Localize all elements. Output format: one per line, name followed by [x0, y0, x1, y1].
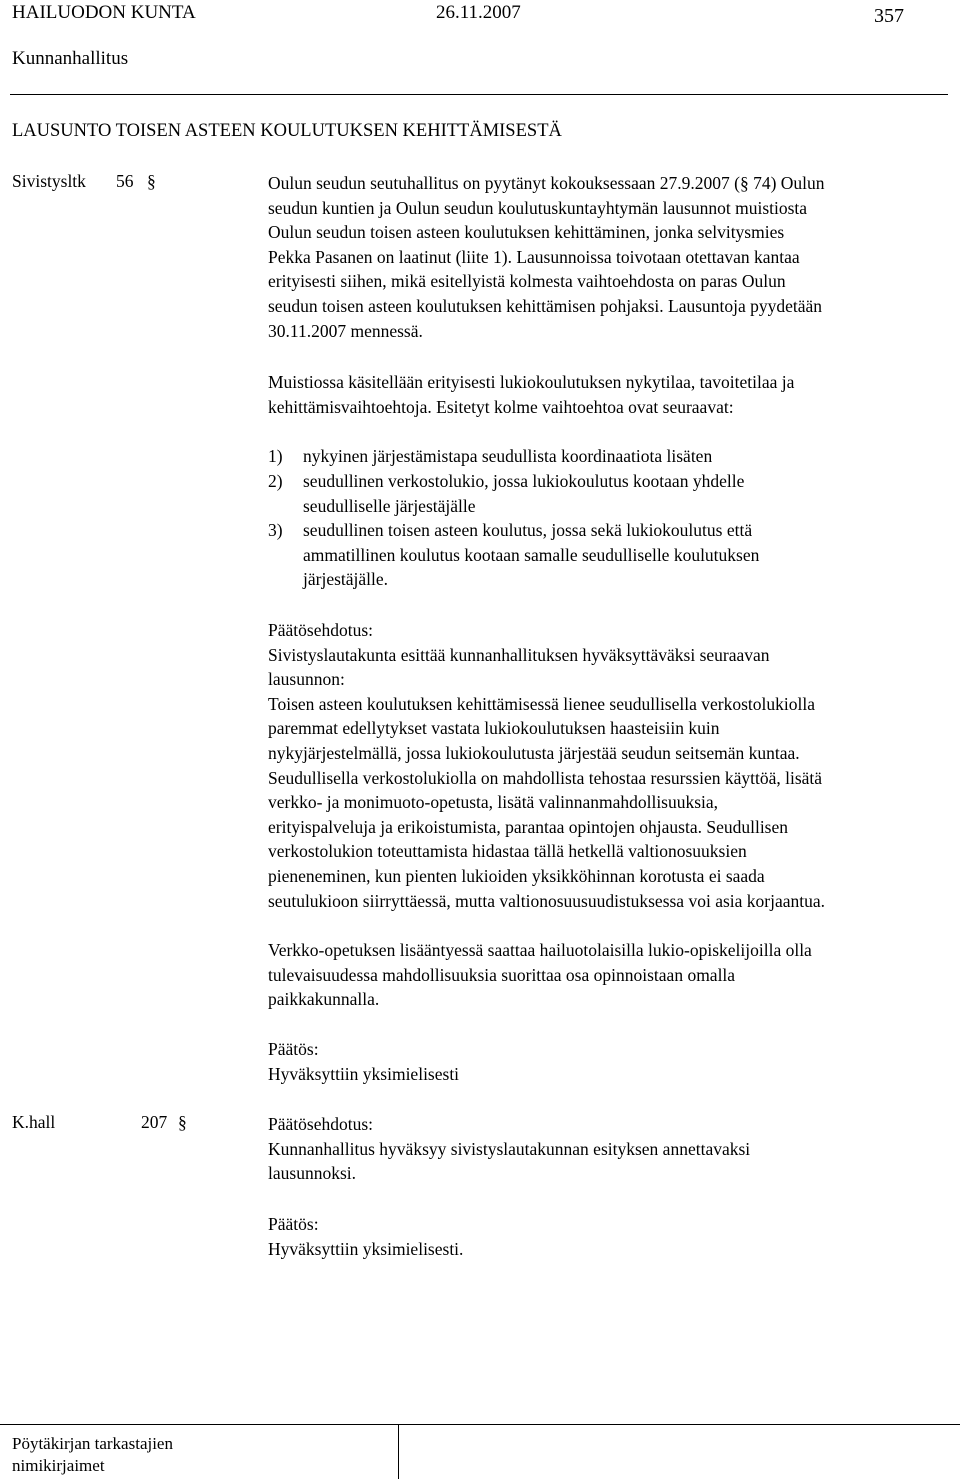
decision-text: Hyväksyttiin yksimielisesti [268, 1063, 460, 1084]
proposal-line: verkostolukion toteuttamista hidastaa tällä hetkellä valtionosuuksien [268, 841, 747, 862]
intro-line: seudun kuntien ja Oulun seudun koulutuskuntayhtymän lausunnot muistiosta [268, 197, 808, 218]
proposal-line: paremmat edellytykset vastata lukiokoulutuksen haasteisiin kuin [268, 718, 720, 739]
online-line: paikkakunnalla. [268, 989, 380, 1010]
signature-box [0, 1424, 960, 1479]
proposal-line: Seudullisella verkostolukiolla on mahdollista tehostaa resurssien käyttöä, lisätä [268, 767, 823, 788]
decision-heading: Päätös: [268, 1039, 319, 1059]
memo-line: kehittämisvaihtoehtoja. Esitetyt kolme vaihtoehtoa ovat seuraavat: [268, 396, 734, 417]
intro-line: erityisesti siihen, mikä esitellyistä kolmesta vaihtoehdosta on paras Oulun [268, 271, 786, 292]
section1-number: 56 [116, 171, 134, 191]
proposal-line: Sivistyslautakunta esittää kunnanhallituksen hyväksyttäväksi seuraavan [268, 644, 770, 665]
online-line: Verkko-opetuksen lisääntyessä saattaa hailuotolaisilla lukio-opiskelijoilla olla [268, 940, 812, 960]
page-number: 357 [874, 5, 904, 27]
memo-line: Muistiossa käsitellään erityisesti lukiokoulutuksen nykytilaa, tavoitetilaa ja [268, 372, 795, 392]
proposal-line: nykyjärjestelmällä, jossa lukiokoulutusta järjestää seudun seitsemän kuntaa. [268, 742, 800, 763]
proposal-line: verkko- ja monimuoto-opetusta, lisätä valinnanmahdollisuuksia, [268, 792, 719, 813]
intro-line: Pekka Pasanen on laatinut (liite 1). Lausunnoissa toivotaan otettavan kantaa [268, 246, 800, 267]
intro-line: 30.11.2007 mennessä. [268, 320, 423, 341]
proposal-line: Toisen asteen koulutuksen kehittämisessä lienee seudullisella verkostolukiolla [268, 693, 815, 714]
proposal-line: lausunnon: [268, 669, 345, 690]
intro-line: Oulun seudun seutuhallitus on pyytänyt kokouksessaan 27.9.2007 (§ 74) Oulun [268, 173, 825, 193]
section1-label: Sivistysltk [12, 171, 86, 191]
document-title: LAUSUNTO TOISEN ASTEEN KOULUTUKSEN KEHITTÄMISESTÄ [12, 121, 562, 141]
section2-number: 207 [141, 1112, 168, 1132]
proposal-line: erityispalveluja ja erikoistumista, parantaa opintojen ohjausta. Seudullisen [268, 816, 789, 837]
option-number: 1) [268, 446, 283, 466]
proposal-line: seutulukioon siirryttäessä, mutta valtionosuusuudistuksessa voi asia korjaantua. [268, 890, 826, 911]
kh-decision-section [268, 1212, 958, 1261]
kh-proposal-heading: Päätösehdotus: [268, 1114, 373, 1134]
option-text: seudullinen verkostolukio, jossa lukiokoulutus kootaan yhdelle [303, 471, 745, 491]
section1-mark: § [147, 171, 156, 191]
section2-label: K.hall [12, 1112, 56, 1132]
proposal-heading: Päätösehdotus: [268, 620, 373, 640]
proposal-section [268, 618, 958, 913]
footer-divider [398, 1425, 399, 1479]
intro-line: Oulun seudun toisen asteen koulutuksen kehittäminen, jonka selvitysmies [268, 222, 785, 243]
decision-section [268, 1037, 958, 1086]
intro-paragraph [268, 171, 958, 343]
option-number: 2) [268, 471, 283, 491]
online-paragraph [268, 938, 958, 1012]
option-text: järjestäjälle. [303, 569, 389, 590]
header-body: Kunnanhallitus [12, 48, 129, 69]
option-text: nykyinen järjestämistapa seudullista koordinaatiota lisäten [303, 446, 713, 466]
memo-paragraph [268, 370, 958, 419]
option-text: seudulliselle järjestäjälle [303, 495, 476, 516]
online-line: tulevaisuudessa mahdollisuuksia suorittaa osa opinnoistaan omalla [268, 964, 736, 985]
section2-mark: § [178, 1112, 187, 1132]
option-text: ammatillinen koulutus kootaan samalle seudulliselle koulutuksen [303, 544, 760, 565]
footer-line1: Pöytäkirjan tarkastajien [12, 1434, 173, 1453]
kh-decision-text: Hyväksyttiin yksimielisesti. [268, 1238, 464, 1259]
intro-line: seudun toisen asteen koulutuksen kehittämisen pohjaksi. Lausuntoja pyydetään [268, 295, 823, 316]
header-municipality: HAILUODON KUNTA [12, 2, 196, 23]
header-date: 26.11.2007 [436, 2, 521, 23]
kh-proposal-section [268, 1112, 958, 1186]
option-number: 3) [268, 520, 283, 540]
footer-line2: nimikirjaimet [12, 1456, 105, 1475]
proposal-line: pieneneminen, kun pienten lukioiden yksikköhinnan korotusta ei saada [268, 865, 765, 886]
kh-proposal-line: lausunnoksi. [268, 1163, 356, 1184]
kh-decision-heading: Päätös: [268, 1214, 319, 1234]
option-text: seudullinen toisen asteen koulutus, jossa sekä lukiokoulutus että [303, 520, 753, 540]
header-rule [10, 94, 948, 95]
kh-proposal-line: Kunnanhallitus hyväksyy sivistyslautakunnan esityksen annettavaksi [268, 1138, 751, 1159]
